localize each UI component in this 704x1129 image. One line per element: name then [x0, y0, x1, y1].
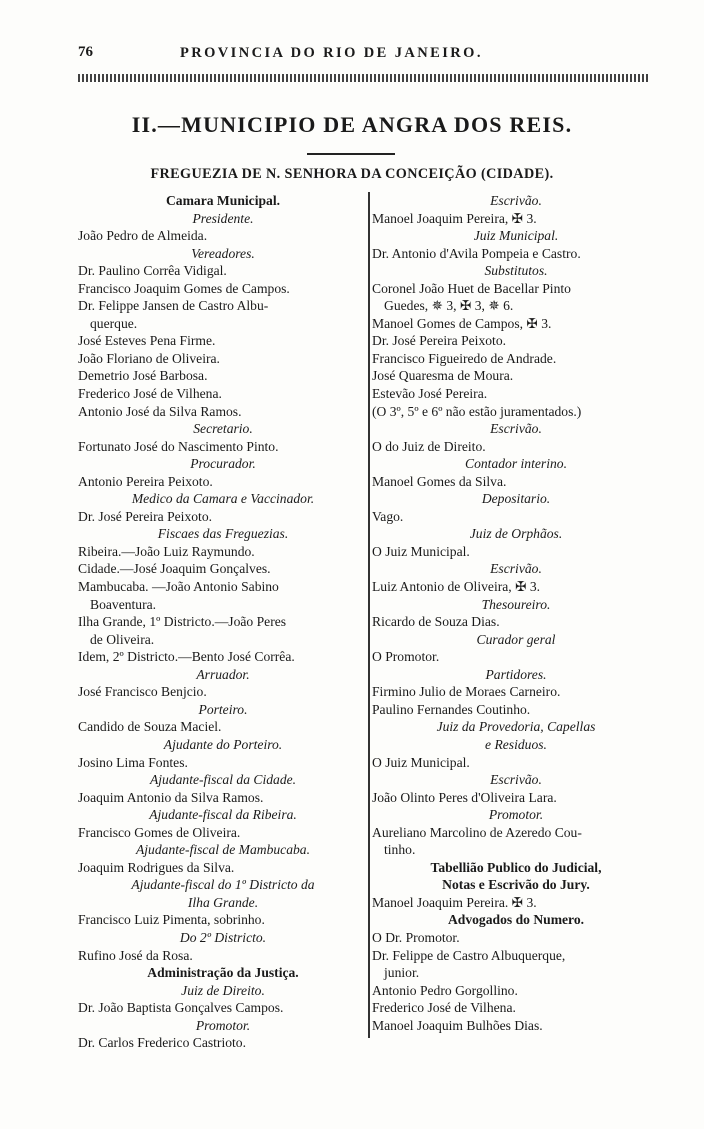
name-entry: João Pedro de Almeida.: [78, 228, 208, 244]
name-entry: Manoel Gomes da Silva.: [372, 473, 507, 489]
name-entry: Ilha Grande, 1º Districto.—João Peres: [78, 614, 287, 630]
name-entry: Francisco Joaquim Gomes de Campos.: [78, 280, 290, 296]
name-entry: Candido de Souza Maciel.: [78, 719, 222, 735]
name-entry: Firmino Julio de Moraes Carneiro.: [372, 684, 561, 700]
name-entry: Fortunato José do Nascimento Pinto.: [78, 438, 279, 454]
name-entry: O Dr. Promotor.: [372, 929, 460, 945]
left-column: [78, 192, 368, 1052]
page-number: 76: [78, 44, 93, 60]
name-entry: José Quaresma de Moura.: [372, 368, 514, 384]
office-title: Ajudante-fiscal da Ribeira.: [149, 807, 297, 823]
name-entry: Joaquim Antonio da Silva Ramos.: [78, 789, 264, 805]
office-title: Ajudante do Porteiro.: [163, 736, 283, 752]
name-entry: Rufino José da Rosa.: [78, 947, 193, 963]
office-title: Promotor.: [195, 1017, 251, 1033]
name-entry: Manoel Gomes de Campos, ✠ 3.: [372, 315, 552, 331]
name-entry: Dr. José Pereira Peixoto.: [372, 333, 507, 349]
name-entry: Antonio José da Silva Ramos.: [78, 403, 242, 419]
name-entry: O Promotor.: [372, 649, 440, 665]
parish-subtitle: FREGUEZIA DE N. SENHORA DA CONCEIÇÃO (CIDADE).: [150, 166, 554, 182]
name-entry: Dr. Antonio d'Avila Pompeia e Castro.: [372, 245, 581, 261]
name-entry: (O 3º, 5º e 6º não estão juramentados.): [372, 403, 582, 419]
name-entry: Dr. Paulino Corrêa Vidigal.: [78, 263, 227, 279]
name-entry: Demetrio José Barbosa.: [78, 368, 208, 384]
name-entry: Francisco Gomes de Oliveira.: [78, 824, 241, 840]
name-entry: José Esteves Pena Firme.: [78, 333, 216, 349]
office-title: Thesoureiro.: [481, 596, 551, 612]
name-entry: Frederico José de Vilhena.: [372, 1000, 516, 1016]
section-heading: Notas e Escrivão do Jury.: [442, 877, 590, 893]
office-title: Juiz de Orphãos.: [469, 526, 563, 542]
name-entry: Dr. João Baptista Gonçalves Campos.: [78, 1000, 284, 1016]
name-entry: Frederico José de Vilhena.: [78, 386, 222, 402]
office-title: Juiz da Provedoria, Capellas: [436, 719, 596, 735]
name-entry: Luiz Antonio de Oliveira, ✠ 3.: [372, 579, 541, 595]
section-heading: Tabellião Publico do Judicial,: [430, 859, 602, 875]
name-entry: Mambucaba. —João Antonio Sabino: [78, 579, 279, 595]
section-heading: Administração da Justiça.: [147, 965, 299, 981]
office-title: Juiz de Direito.: [181, 982, 265, 998]
name-entry: Aureliano Marcolino de Azeredo Cou-: [372, 824, 582, 840]
name-entry: Cidade.—José Joaquim Gonçalves.: [78, 561, 271, 577]
office-title: Curador geral: [476, 631, 556, 647]
name-entry: Ribeira.—João Luiz Raymundo.: [78, 543, 255, 559]
name-entry: Manoel Joaquim Bulhões Dias.: [372, 1017, 543, 1033]
entry-continuation: de Oliveira.: [90, 631, 155, 647]
office-title: Ajudante-fiscal da Cidade.: [149, 772, 297, 788]
name-entry: Josino Lima Fontes.: [78, 754, 188, 770]
name-entry: O do Juiz de Direito.: [372, 438, 486, 454]
name-entry: Coronel João Huet de Bacellar Pinto: [372, 280, 571, 296]
name-entry: Manoel Joaquim Pereira, ✠ 3.: [372, 210, 537, 226]
name-entry: Idem, 2º Districto.—Bento José Corrêa.: [78, 649, 295, 665]
name-entry: Antonio Pedro Gorgollino.: [372, 982, 518, 998]
name-entry: Manoel Joaquim Pereira. ✠ 3.: [372, 894, 537, 910]
office-title: Escrivão.: [490, 421, 542, 437]
name-entry: Antonio Pereira Peixoto.: [78, 473, 213, 489]
name-entry: Ricardo de Souza Dias.: [372, 614, 500, 630]
office-title: Ajudante-fiscal de Mambucaba.: [135, 842, 311, 858]
section-title: II.—MUNICIPIO DE ANGRA DOS REIS.: [131, 112, 573, 137]
name-entry: Dr. Felippe Jansen de Castro Albu-: [78, 298, 269, 314]
name-entry: Vago.: [372, 508, 404, 524]
entry-continuation: junior.: [384, 965, 420, 981]
name-entry: Joaquim Rodrigues da Silva.: [78, 859, 235, 875]
office-title: Fiscaes das Freguezias.: [157, 526, 289, 542]
name-entry: Dr. José Pereira Peixoto.: [78, 508, 213, 524]
name-entry: Paulino Fernandes Coutinho.: [372, 701, 531, 717]
name-entry: Francisco Figueiredo de Andrade.: [372, 350, 557, 366]
running-title: PROVINCIA DO RIO DE JANEIRO.: [180, 45, 483, 61]
name-entry: O Juiz Municipal.: [372, 543, 470, 559]
entry-continuation: Guedes, ✵ 3, ✠ 3, ✵ 6.: [384, 298, 514, 314]
column-divider: [368, 192, 370, 1038]
office-title: e Residuos.: [485, 736, 547, 752]
office-title: Escrivão.: [490, 561, 542, 577]
name-entry: Dr. Carlos Frederico Castrioto.: [78, 1035, 247, 1051]
office-title: Procurador.: [190, 456, 256, 472]
office-title: Porteiro.: [198, 701, 248, 717]
section-heading: Camara Municipal.: [165, 193, 281, 208]
office-title: Escrivão.: [490, 772, 542, 788]
entry-continuation: querque.: [90, 315, 138, 331]
right-column: [372, 192, 660, 1034]
office-title: Do 2º Districto.: [179, 929, 267, 945]
office-title: Presidente.: [192, 210, 254, 226]
name-entry: João Floriano de Oliveira.: [78, 350, 220, 366]
office-title: Contador interino.: [465, 456, 567, 472]
name-entry: Francisco Luiz Pimenta, sobrinho.: [78, 912, 265, 928]
entry-continuation: tinho.: [384, 842, 416, 858]
name-entry: João Olinto Peres d'Oliveira Lara.: [372, 789, 557, 805]
office-title: Ajudante-fiscal do 1º Districto da: [131, 877, 315, 893]
name-entry: Estevão José Pereira.: [372, 386, 488, 402]
office-title: Ilha Grande.: [187, 894, 259, 910]
office-title: Arruador.: [196, 666, 250, 682]
office-title: Medico da Camara e Vaccinador.: [131, 491, 315, 507]
office-title: Secretario.: [193, 421, 253, 437]
office-title: Escrivão.: [490, 193, 542, 208]
entry-continuation: Boaventura.: [90, 596, 157, 612]
office-title: Depositario.: [481, 491, 551, 507]
ornamental-rule: [78, 74, 650, 82]
office-title: Promotor.: [488, 807, 544, 823]
name-entry: José Francisco Benjcio.: [78, 684, 207, 700]
office-title: Substitutos.: [484, 263, 548, 279]
section-heading: Advogados do Numero.: [447, 912, 585, 928]
name-entry: O Juiz Municipal.: [372, 754, 470, 770]
office-title: Vereadores.: [191, 245, 255, 261]
name-entry: Dr. Felippe de Castro Albuquerque,: [372, 947, 566, 963]
office-title: Partidores.: [485, 666, 547, 682]
title-divider: [307, 153, 395, 155]
running-header: [0, 44, 704, 68]
office-title: Juiz Municipal.: [473, 228, 559, 244]
